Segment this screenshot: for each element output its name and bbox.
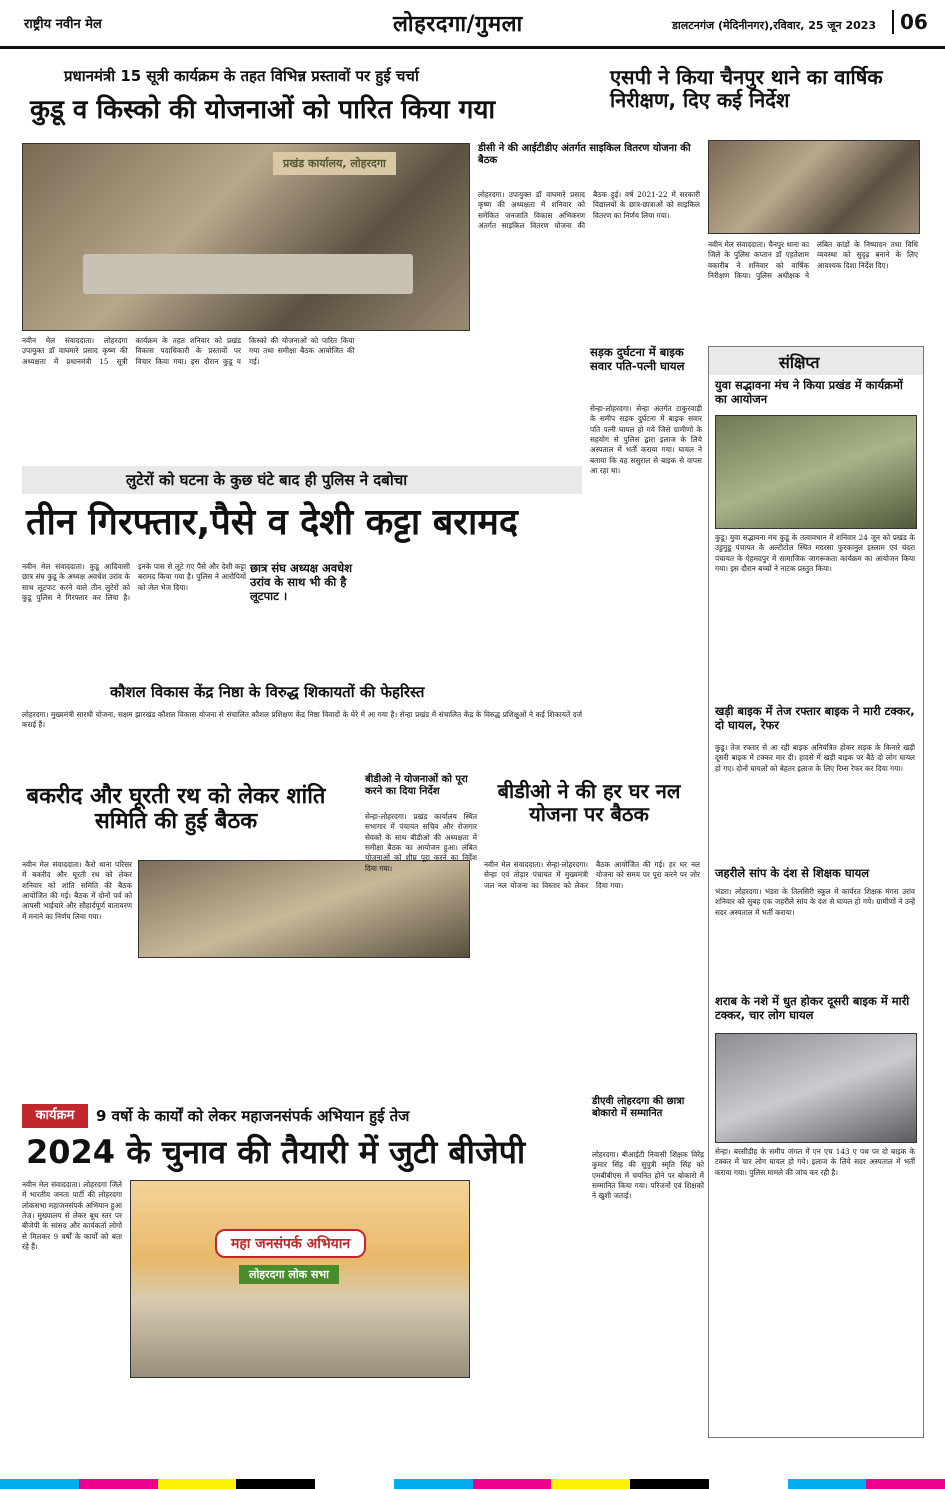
sankshipt-h4: शराब के नशे में धुत होकर दूसरी बाइक में मारी टक्कर, चार लोग घायल [715,994,910,1022]
sankshipt-b4: सेन्हा। बरसीडीह के समीप जंगल में एन एच 143 ए पथ पर दो बाइक के टक्कर में चार लोग घायल हो गये। इलाज के लिये सदर अस्पताल में भर्ती कराया गया। पुलिस मामले की जांच कर रही है। [715,1147,915,1177]
bdo-review-body: सेन्हा-लोहरदगा। प्रखंड कार्यालय स्थित सभागार में पंचायत सचिव और रोजगार सेवकों के साथ बीडीओ की अध्यक्षता में समीक्षा बैठक का आयोजन हुआ। लंबित योजनाओं को शीघ्र पूरा करने का निर्देश दिया गया। [365,812,477,873]
bdo-review-headline: बीडीओ ने योजनाओं को पूरा करने का दिया निर्देश [365,774,468,797]
cycle-body: लोहरदगा। उपायुक्त डॉ वाघमारे प्रसाद कृष्ण की अध्यक्षता में शनिवार को समेकित जनजाति विकास अभिकरण अंतर्गत साइकिल वितरण योजना की बैठक हुई। वर्ष 2021-22 में सरकारी विद्यालयों के छात्र-छात्राओं को साइकिल वितरण का निर्णय लिया गया। [478,190,700,231]
kaushal-headline: कौशल विकास केंद्र निष्ठा के विरुद्ध शिकायतों की फेहरिस्त [110,683,425,701]
nal-body: नवीन मेल संवाददाता। सेन्हा-लोहरदगा। सेन्हा एवं तोड़ार पंचायत में मुख्यमंत्री जल नल योजना का विस्तार को लेकर बैठक आयोजित की गई। हर घर नल योजना को समय पर पूरा करने पर जोर दिया गया। [484,860,700,890]
sankshipt-h3: जहरीले सांप के दंश से शिक्षक घायल [715,866,870,880]
sp-inspection-photo [708,140,920,234]
bjp-body-cont [130,1384,468,1442]
sankshipt-b1: कुडू। युवा सद्भावना मंच कुडू के तत्वावधान में शनिवार 24 जून को प्रखंड के उडुमुडू पंचायत के अल्टीटोल स्थित मदरसा फुरकानुल इस्लाम एवं चंदरा पंचायत के ऐहमदपुर में सामाजिक जागरूकता कार्यक्रम का आयोजन किया गया। इस दौरान बच्चों ने नाटक प्रस्तुत किया। [715,533,915,574]
loot-headline: तीन गिरफ्तार,पैसे व देशी कट्टा बरामद [26,502,518,543]
cycle-headline: डीसी ने की आईटीडीए अंतर्गत साइकिल वितरण योजना की बैठक [478,143,691,166]
nal-headline: बीडीओ ने की हर घर नल योजना पर बैठक [497,779,681,826]
conference-table [83,254,413,294]
bjp-body: नवीन मेल संवाददाता। लोहरदगा जिले में भारतीय जनता पार्टी की लोहरदगा लोकसभा महाजनसंपर्क अभियान हुआ तेज। मुख्यालय से लेकर बूथ स्तर पर बीजेपी के सांसद और कार्यकर्ता लोगों से मिलकर 9 वर्षों के कार्यों को बता रहे हैं। [22,1180,122,1252]
page-number: 06 [892,10,928,34]
masthead-logo: राष्ट्रीय नवीन मेल [24,17,102,32]
injured-photo [715,1033,917,1143]
print-color-bar [0,1479,945,1489]
drama-photo [715,415,917,529]
loot-sub: छात्र संघ अध्यक्ष अवधेश उरांव के साथ भी की है लूटपाट । [250,561,353,603]
sankshipt-h1: युवा सद्भावना मंच ने किया प्रखंड में कार्यक्रमों का आयोजन [715,378,903,406]
bjp-kicker: 9 वर्षो के कार्यों को लेकर महाजनसंपर्क अभियान हुई तेज [96,1107,410,1125]
photo-sign: प्रखंड कार्यालय, लोहरदगा [273,152,396,175]
sp-headline: एसपी ने किया चैनपुर थाने का वार्षिक निरीक्षण, दिए कई निर्देश [610,65,883,112]
sp-body: नवीन मेल संवाददाता। चैनपुर थाना का जिले के पुलिस कप्तान डॉ एहतेशाम वकारीब ने शनिवार को वार्षिक निरीक्षण किया। पुलिस अधीक्षक ने लंबित कांडों के निष्पादन तथा विधि व्यवस्था को सुदृढ़ बनाने के लिए आवश्यक दिशा निर्देश दिए। [708,240,918,281]
bakrid-headline: बकरीद और घूरती रथ को लेकर शांति समिति की हुई बैठक [26,784,326,835]
bjp-tag: कार्यक्रम [22,1104,88,1128]
story1-kicker: प्रधानमंत्री 15 सूत्री कार्यक्रम के तहत विभिन्न प्रस्तावों पर हुई चर्चा [64,67,419,85]
sankshipt-b2: कुडू। तेज रफ्तार से आ रही बाइक अनियंत्रित होकर सड़क के किनारे खड़ी दूसरी बाइक में टक्कर मार दी। हादसे में खड़ी बाइक पर बैठे दो लोग घायल हो गए। दोनों घायलों को बेहतर इलाज के लिए रिम्स रेफर कर दिया गया। [715,743,915,773]
sankshipt-h2: खड़ी बाइक में तेज रफ्तार बाइक ने मारी टक्कर, दो घायल, रेफर [715,704,915,732]
sankshipt-label: संक्षिप्त [779,353,820,372]
dav-headline: डीएवी लोहरदगा की छात्रा बोकारो में सम्मानित [592,1096,685,1119]
loot-kicker: लुटेरों को घटना के कुछ घंटे बाद ही पुलिस ने दबोचा [126,471,408,489]
loot-body-cont [250,624,580,674]
campaign-banner-title: महा जनसंपर्क अभियान [215,1229,366,1258]
bjp-headline: 2024 के चुनाव की तैयारी में जुटी बीजेपी [26,1133,526,1171]
bjp-campaign-photo [130,1180,470,1378]
campaign-banner-sub: लोहरदगा लोक सभा [239,1265,339,1284]
accident-headline: सड़क दुर्घटना में बाइक सवार पति-पत्नी घायल [590,345,685,373]
sankshipt-b3: भंडरा। लोहरदगा। भंडरा के तिलसिरी स्कूल में कार्यरत शिक्षक मंगरा उरांव शनिवार को सुबह एक जहरीले सांप के दंश से घायल हो गये। ग्रामीणों ने उन्हें सदर अस्पताल में भर्ती कराया। [715,887,915,917]
kaushal-body: लोहरदगा। मुख्यमंत्री सारथी योजना, सक्षम झारखंड कौशल विकास योजना से संचालित कौशल प्रशिक्षण केंद्र निष्ठा विवादों के घेरे में आ गया है। सेन्हा प्रखंड में संचालित केंद्र के विरुद्ध प्रशिक्षुओं ने कई शिकायतें दर्ज कराई हैं। [22,710,582,730]
dav-body: लोहरदगा। बीआईटी निवासी शिक्षक विरेंद्र कुमार सिंह की सुपुत्री स्मृति सिंह को एमबीबीएस में चयनित होने पर बोकारो में सम्मानित किया गया। परिजनों एवं शिक्षकों ने खुशी जताई। [592,1150,704,1201]
dateline: डालटनगंज (मेदिनीनगर),रविवार, 25 जून 2023 [672,19,877,32]
bjp-body-tail [476,1384,584,1442]
bakrid-body: नवीन मेल संवाददाता। कैरो थाना परिसर में बकरीद और घूरती रथ को लेकर शनिवार को शांति समिति की बैठक आयोजित की गई। बैठक में दोनों पर्व को आपसी भाईचारे और सौहार्दपूर्ण वातावरण में मनाने का निर्णय लिया गया। [22,860,132,921]
sankshipt-column [708,346,924,1438]
story1-headline: कुडू व किस्को की योजनाओं को पारित किया गया [30,95,496,125]
accident-body: सेन्हा-लोहरदगा। सेन्हा अंतर्गत टाकुरवाड़ी के समीप सड़क दुर्घटना में बाइक सवार पति पत्नी घायल हो गये जिसे ग्रामीणों के सहयोग से पुलिस द्वारा इलाज के लिये अस्पताल में भर्ती कराया गया। घायल ने बताया कि वह ससुराल से बाइक से वापस आ रहा था। [590,404,702,476]
section-title: लोहरदगा/गुमला [393,11,523,37]
meeting-photo [22,143,470,331]
masthead-bar [0,0,945,49]
story1-body: नवीन मेल संवाददाता। लोहरदगा उपायुक्त डॉ वाघमारे प्रसाद कृष्ण की अध्यक्षता में प्रधानमंत्री 15 सूत्री कार्यक्रम के तहत शनिवार को प्रखंड विकास पदाधिकारी के प्रस्तावों पर विचार किया गया। इस दौरान कुडू व किस्को की योजनाओं को पारित किया गया तथा समीक्षा बैठक आयोजित की गई। [22,336,355,366]
loot-body: नवीन मेल संवाददाता। कुडू आदिवासी छात्र संघ कुडू के अध्यक्ष अवधेश उरांव के साथ लूटपाट करने वाले तीन लुटेरों को कुडू पुलिस ने गिरफ्तार कर लिया है। इनके पास से लूटे गए पैसे और देशी कट्टा बरामद किया गया है। पुलिस ने आरोपियों को जेल भेज दिया। [22,562,246,603]
